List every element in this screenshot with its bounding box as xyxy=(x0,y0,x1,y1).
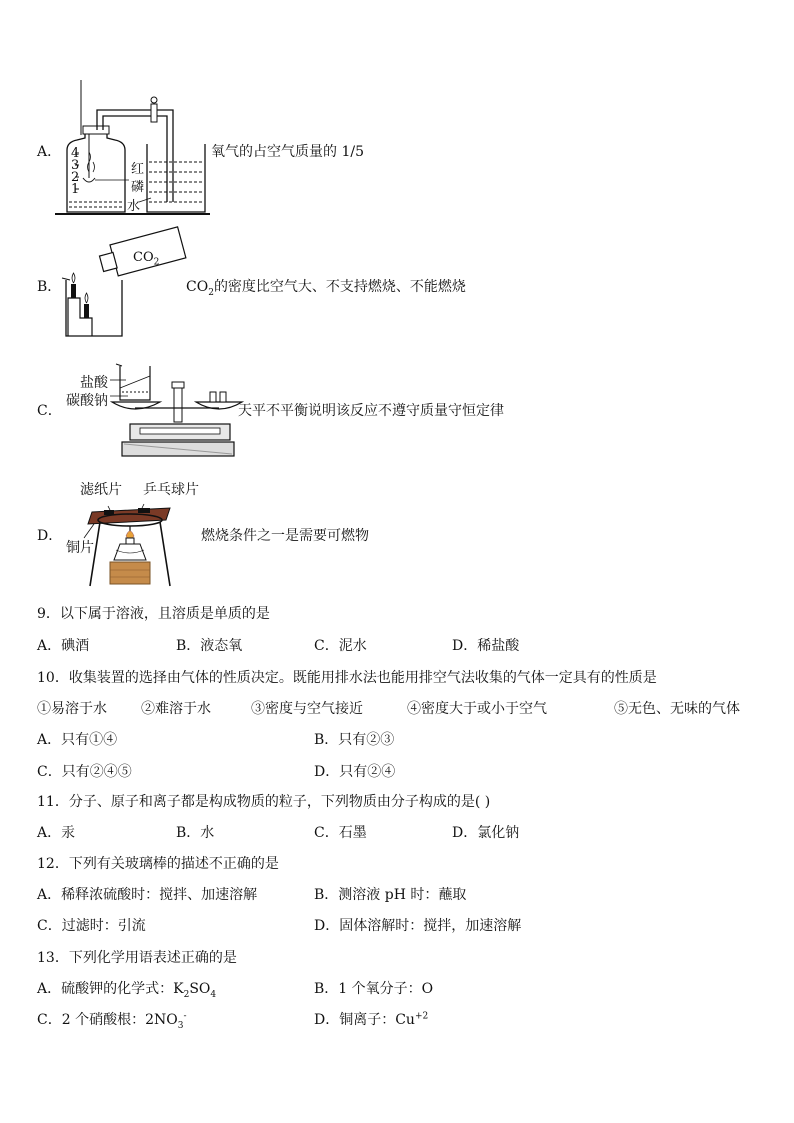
q9-option-d: D．稀盐酸 xyxy=(452,638,520,654)
option-c-conclusion: 天平不平衡说明该反应不遵守质量守恒定律 xyxy=(238,403,504,419)
label-carbonate: 碳酸钠 xyxy=(66,393,108,409)
option-a-conclusion: 氧气的占空气质量的 1/5 xyxy=(211,144,364,160)
q10-stem: 10．收集装置的选择由气体的性质决定。既能用排水法也能用排空气法收集的气体一定具有的性质是 xyxy=(37,670,657,686)
tick-label-3: 3 xyxy=(71,158,80,173)
figure-b-co2-candles xyxy=(58,228,183,343)
option-a-letter: A． xyxy=(37,144,62,160)
tick-label-1: 1 xyxy=(71,182,80,197)
q10-option-a: A．只有①④ xyxy=(37,732,118,748)
q12-option-c: C．过滤时：引流 xyxy=(37,918,146,934)
option-c-letter: C． xyxy=(37,403,62,419)
q9-option-c: C．泥水 xyxy=(314,638,367,654)
q11-option-b: B．水 xyxy=(176,825,215,841)
q10-option-d: D．只有②④ xyxy=(314,764,396,780)
label-hong: 红 xyxy=(131,162,145,177)
figure-d-copper-tripod xyxy=(80,498,180,590)
option-d-conclusion: 燃烧条件之一是需要可燃物 xyxy=(201,528,369,544)
q10-option-b: B．只有②③ xyxy=(314,732,395,748)
q13-option-d: D．铜离子：$Cu^{+2}$ xyxy=(314,1011,429,1028)
q12-option-b: B．测溶液 pH 时：蘸取 xyxy=(314,887,467,903)
q10-prop-1: ①易溶于水 xyxy=(37,701,107,717)
q10-option-c: C．只有②④⑤ xyxy=(37,764,132,780)
q13-option-c: C．2 个硝酸根：$2NO_3^-$ xyxy=(37,1011,187,1031)
tick-label-2: 2 xyxy=(71,170,80,185)
label-copper: 铜片 xyxy=(66,540,94,556)
tick-label-4: 4 xyxy=(71,146,80,161)
figure-c-balance xyxy=(110,360,240,460)
q11-option-c: C．石墨 xyxy=(314,825,367,841)
q11-stem: 11．分子、原子和离子都是构成物质的粒子，下列物质由分子构成的是( ) xyxy=(37,794,491,810)
q13-stem: 13．下列化学用语表述正确的是 xyxy=(37,950,237,966)
q12-option-a: A．稀释浓硫酸时：搅拌、加速溶解 xyxy=(37,887,258,903)
q10-prop-3: ③密度与空气接近 xyxy=(251,701,363,717)
label-shui: 水 xyxy=(127,199,141,214)
label-lin: 磷 xyxy=(131,180,145,195)
q10-prop-2: ②难溶于水 xyxy=(141,701,211,717)
q12-option-d: D．固体溶解时：搅拌，加速溶解 xyxy=(314,918,522,934)
option-b-letter: B． xyxy=(37,279,62,295)
label-filter-paper: 滤纸片 xyxy=(80,482,122,498)
q13-option-a: A．硫酸钾的化学式：$K_2SO_4$ xyxy=(37,981,217,1000)
label-co2-bottle: $CO_2$ xyxy=(133,250,160,268)
q11-option-a: A．汞 xyxy=(37,825,76,841)
label-acid: 盐酸 xyxy=(80,375,108,391)
q10-prop-5: ⑤无色、无味的气体 xyxy=(614,701,740,717)
q9-option-b: B．液态氧 xyxy=(176,638,243,654)
q11-option-d: D．氯化钠 xyxy=(452,825,520,841)
q13-option-b: B．1 个氧分子：O xyxy=(314,981,434,997)
option-b-conclusion: $CO_2$的密度比空气大、不支持燃烧、不能燃烧 xyxy=(186,279,466,298)
q12-stem: 12．下列有关玻璃棒的描述不正确的是 xyxy=(37,856,279,872)
q9-stem: 9．以下属于溶液，且溶质是单质的是 xyxy=(37,606,270,622)
label-pingpong: 乒乓球片 xyxy=(143,482,199,498)
q10-prop-4: ④密度大于或小于空气 xyxy=(407,701,547,717)
option-d-letter: D． xyxy=(37,528,63,544)
q9-option-a: A．碘酒 xyxy=(37,638,90,654)
